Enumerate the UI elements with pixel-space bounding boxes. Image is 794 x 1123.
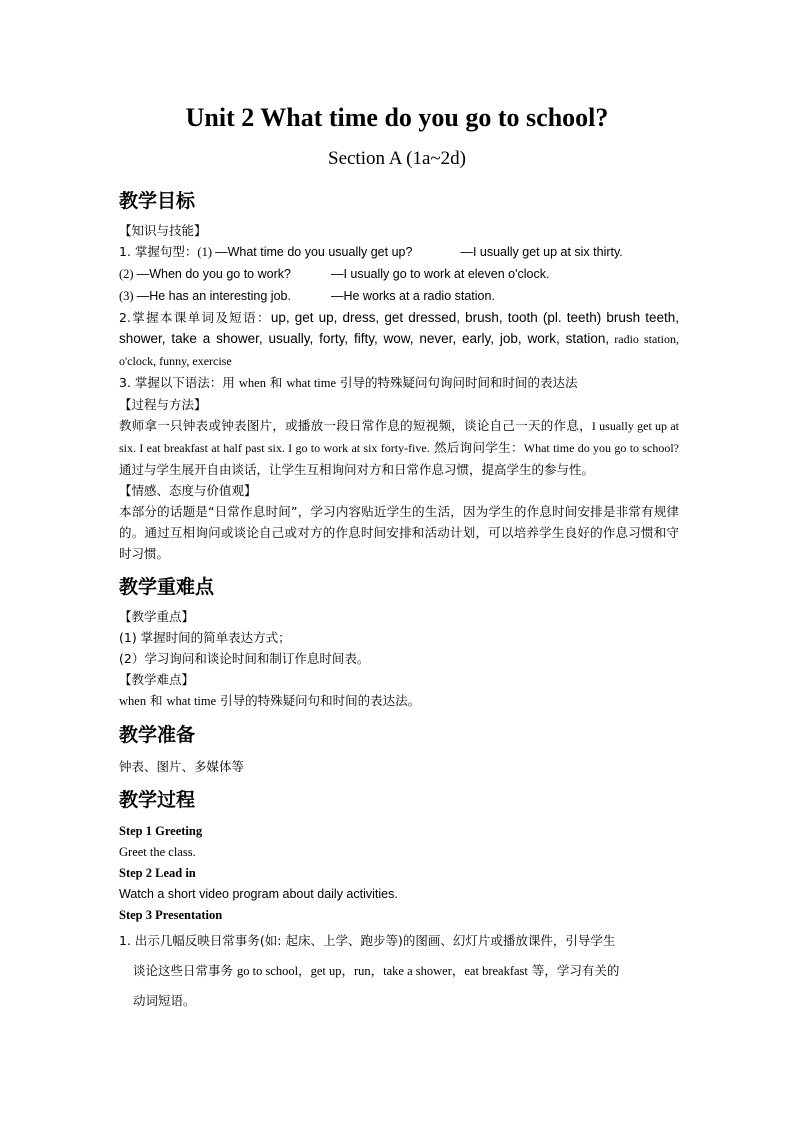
step-3-line-1: 1. 出示几幅反映日常事务(如: 起床、上学、跑步等)的图画、幻灯片或播放课件，引导学生 [119, 933, 616, 948]
step-3-line-2-zh2: 等，学习有关的 [527, 963, 620, 978]
step-3-item-1 [119, 926, 679, 1016]
goal-item-3-rest: 引导的特殊疑问句询问时间和时间的表达法 [336, 375, 578, 390]
difficulty-en-2: what time [166, 694, 217, 708]
sentence-1-question: —What time do you usually get up? [215, 245, 413, 259]
key-item-1: (1) 掌握时间的简单表达方式； [119, 630, 291, 645]
step-2-text: Watch a short video program about daily activities. [119, 887, 398, 901]
prep-text: 钟表、图片、多媒体等 [119, 759, 245, 774]
goal-item-2-words-2: radio station, o'clock, funny, exercise [119, 332, 679, 368]
step-3-line-2-en: go to school，get up，run，take a shower，eat breakfast [236, 964, 528, 978]
section-heading-prep: 教学准备 [119, 724, 196, 746]
goal-item-3-whattime: what time [286, 376, 337, 390]
goal-item-3-and: 和 [265, 375, 287, 390]
process-text-en: I usually get up at six. I eat breakfast at half past six. I go to work at six forty-five. [119, 419, 679, 455]
goal-item-3-prefix: 3. 掌握以下语法：用 [119, 375, 239, 390]
document-body [119, 184, 679, 1016]
page-subtitle: Section A (1a~2d) [328, 148, 466, 169]
step-2-title: Step 2 Lead in [119, 866, 196, 880]
goal-item-1-num: (1) [197, 245, 216, 259]
step-1-text: Greet the class. [119, 845, 196, 859]
sentence-2-answer: —I usually go to work at eleven o'clock. [330, 267, 550, 281]
sentence-2-question: —When do you go to work? [136, 267, 291, 281]
emotion-label: 【情感、态度与价值观】 [119, 483, 257, 498]
section-heading-goals: 教学目标 [119, 190, 196, 212]
difficulty-zh-1: 和 [146, 693, 167, 708]
goal-item-3 [119, 372, 679, 394]
process-text-2: 然后询问学生： [429, 440, 524, 455]
difficulty-label: 【教学难点】 [119, 672, 195, 687]
goal-item-2 [119, 307, 679, 372]
step-3-line-2-zh: 谈论这些日常事务 [133, 963, 237, 978]
sentence-3-answer: —He works at a radio station. [330, 289, 495, 303]
step-3-line-2 [119, 956, 679, 986]
process-label: 【过程与方法】 [119, 397, 207, 412]
section-heading-process: 教学过程 [119, 789, 196, 811]
emotion-paragraph: 本部分的话题是“日常作息时间”，学习内容贴近学生的生活，因为学生的作息时间安排是非常有规律的。通过互相询问或谈论自己或对方的作息时间安排和活动计划，可以培养学生良好的作息习惯和守时习惯。 [119, 504, 679, 561]
process-text-en2: What time do you go to school? [523, 441, 679, 455]
section-heading-keypoints: 教学重难点 [119, 576, 215, 598]
sentence-3-question: —He has an interesting job. [136, 289, 291, 303]
key-item-2: (2）学习询问和谈论时间和制订作息时间表。 [119, 651, 370, 666]
process-paragraph [119, 415, 679, 480]
step-3-line-3: 动词短语。 [133, 993, 196, 1008]
goal-item-1-prefix: 1. 掌握句型： [119, 244, 198, 259]
goal-item-2-prefix: 2.掌握本课单词及短语： [119, 310, 271, 325]
difficulty-item [119, 690, 679, 712]
knowledge-label: 【知识与技能】 [119, 223, 207, 238]
page-title: Unit 2 What time do you go to school? [185, 103, 609, 132]
sentence-1-answer: —I usually get up at six thirty. [460, 245, 623, 259]
process-text-3: 通过与学生展开自由谈话，让学生互相询问对方和日常作息习惯，提高学生的参与性。 [119, 462, 595, 477]
sentence-3-num: (3) [119, 289, 137, 303]
process-text-1: 教师拿一只钟表或钟表图片，或播放一段日常作息的短视频，谈论自己一天的作息， [119, 418, 592, 433]
sentence-2-num: (2) [119, 267, 137, 281]
sentence-3 [119, 285, 679, 307]
step-1-title: Step 1 Greeting [119, 824, 203, 838]
goal-item-2-words: up, get up, dress, get dressed, brush, tooth (pl. teeth) brush teeth, shower, take a shower, usually, forty, fifty, wow, never, early, job, work, station, [119, 310, 679, 346]
goal-item-3-when: when [238, 376, 266, 390]
key-label: 【教学重点】 [119, 609, 195, 624]
sentence-2 [119, 263, 679, 285]
difficulty-zh-2: 引导的特殊疑问句和时间的表达法。 [216, 693, 421, 708]
difficulty-en-1: when [119, 694, 147, 708]
step-3-title: Step 3 Presentation [119, 908, 223, 922]
goal-item-1 [119, 241, 679, 263]
